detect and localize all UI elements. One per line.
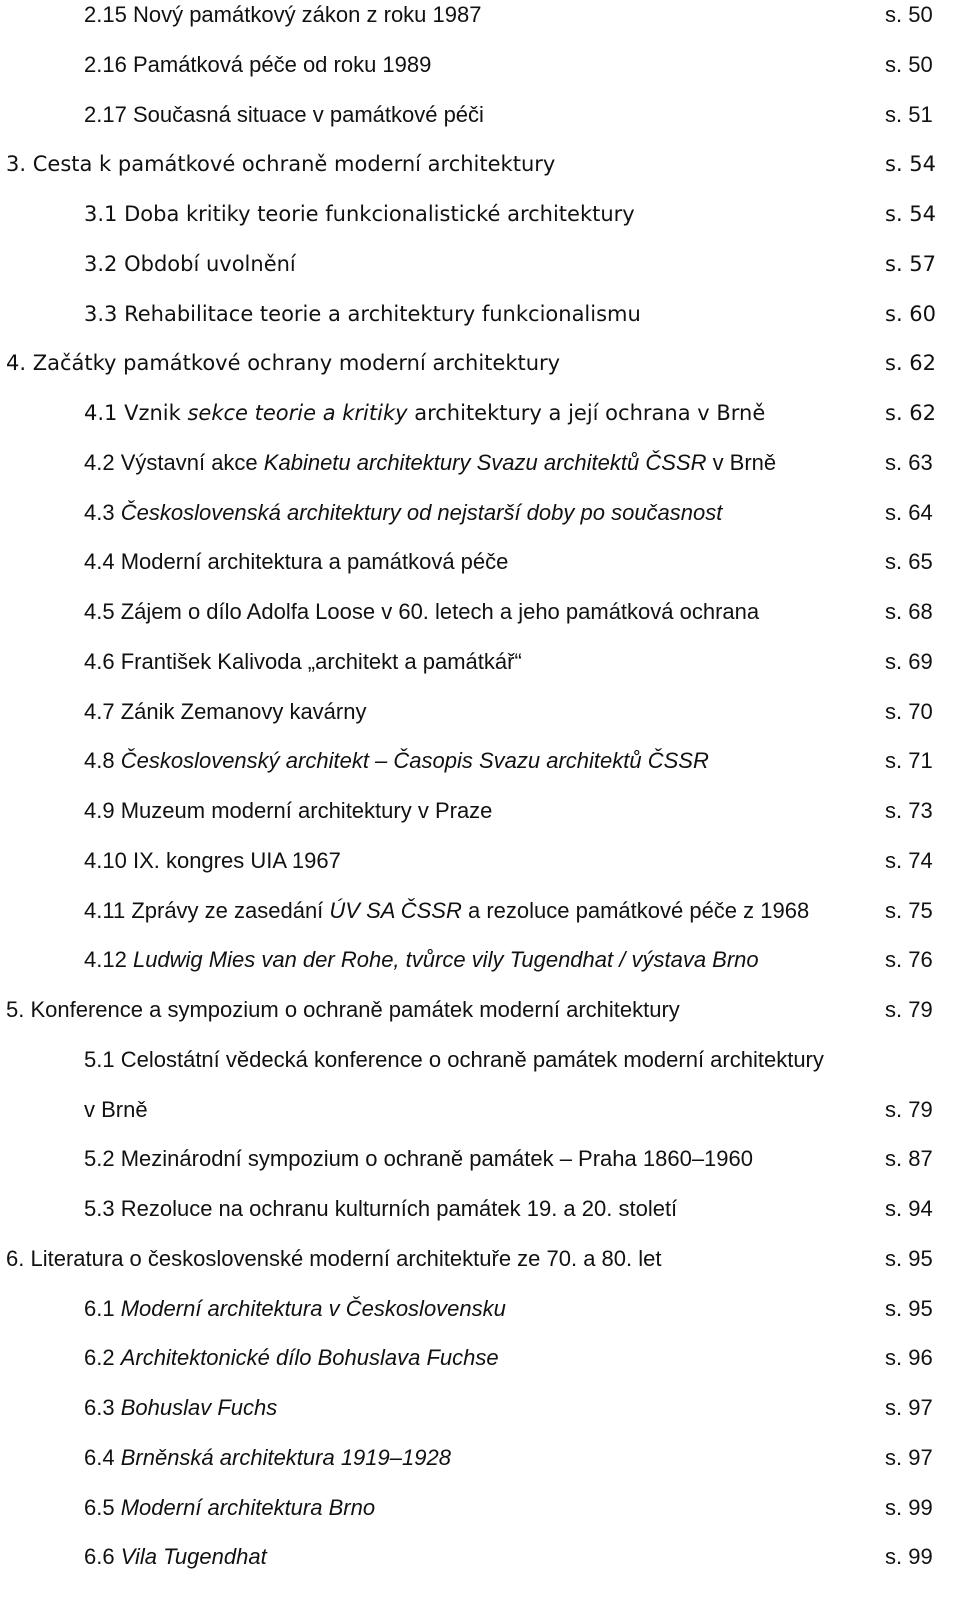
toc-entry-text: Moderní architektura a památková péče xyxy=(120,549,509,575)
toc-entry-title xyxy=(84,1289,506,1329)
toc-entry-title xyxy=(84,194,635,234)
toc-entry-italic-text: Moderní architektura v Československu xyxy=(120,1295,506,1321)
toc-entry-number: 6.2 xyxy=(84,1345,115,1371)
toc-entry-text: Cesta k památkové ochraně moderní architektury xyxy=(32,152,556,177)
toc-section-entry[interactable] xyxy=(0,1040,960,1080)
toc-entry-number: 4.2 xyxy=(84,449,115,475)
toc-entry-number: 4.11 xyxy=(84,897,126,923)
toc-entry-text: architektury a její ochrana v Brně xyxy=(407,401,766,425)
toc-entry-number: 4.9 xyxy=(84,798,115,823)
toc-entry-title xyxy=(84,940,759,980)
toc-entry-text: v Brně xyxy=(706,449,777,475)
toc-page-number: s. 94 xyxy=(885,1196,933,1221)
toc-section-entry[interactable] xyxy=(0,542,960,582)
toc-entry-title xyxy=(84,642,522,682)
toc-page-number: s. 95 xyxy=(885,1295,933,1321)
toc-page-number: s. 79 xyxy=(885,997,933,1022)
toc-entry-text: Rehabilitace teorie a architektury funkcionalismu xyxy=(124,301,641,326)
toc-page-number: s. 97 xyxy=(885,1444,933,1470)
toc-entry-number: 5. xyxy=(6,997,25,1022)
toc-section-entry[interactable] xyxy=(0,45,960,85)
toc-entry-number: 4.1 xyxy=(84,401,118,425)
toc-entry-title xyxy=(84,1438,451,1478)
toc-section-entry[interactable] xyxy=(0,642,960,682)
toc-page-number: s. 50 xyxy=(885,2,933,27)
toc-entry-title xyxy=(84,592,759,632)
toc-section-entry[interactable] xyxy=(0,1438,960,1478)
toc-page-number: s. 63 xyxy=(885,449,933,475)
toc-entry-number: 2.16 xyxy=(84,51,127,77)
toc-entry-number: 6.3 xyxy=(84,1395,115,1420)
toc-entry-italic-text: Vila Tugendhat xyxy=(120,1544,267,1570)
toc-section-entry[interactable] xyxy=(0,741,960,781)
toc-entry-title xyxy=(84,393,765,433)
toc-section-entry[interactable] xyxy=(0,443,960,483)
toc-section-entry[interactable] xyxy=(0,95,960,135)
toc-section-entry[interactable] xyxy=(0,1289,960,1329)
toc-entry-number: 4.8 xyxy=(84,748,115,774)
toc-entry-italic-text: Československá architektury od nejstarší doby po současnost xyxy=(120,499,723,525)
toc-page-number: s. 60 xyxy=(885,301,937,326)
toc-entry-number: 4.5 xyxy=(84,599,115,624)
toc-entry-number: 5.3 xyxy=(84,1196,115,1221)
toc-page-number: s. 71 xyxy=(885,748,933,774)
toc-entry-title xyxy=(84,1139,753,1179)
toc-entry-title xyxy=(84,1189,677,1229)
toc-entry-text: Rezoluce na ochranu kulturních památek 19. a 20. století xyxy=(120,1196,678,1221)
toc-section-entry[interactable] xyxy=(0,244,960,284)
toc-chapter-entry[interactable] xyxy=(0,343,960,383)
toc-entry-title xyxy=(84,891,809,931)
toc-entry-text: IX. kongres UIA 1967 xyxy=(132,847,341,873)
toc-entry-italic-text: Československý architekt – Časopis Svazu architektů ČSSR xyxy=(120,748,709,774)
toc-entry-title xyxy=(6,343,560,383)
toc-section-entry[interactable] xyxy=(0,1488,960,1528)
toc-page-number: s. 65 xyxy=(885,549,933,575)
toc-entry-title xyxy=(84,244,296,284)
toc-entry-text: Začátky památkové ochrany moderní architektury xyxy=(32,351,561,376)
toc-page-number: s. 51 xyxy=(885,101,933,127)
toc-entry-number: 5.1 xyxy=(84,1046,115,1072)
toc-entry-text: Současná situace v památkové péči xyxy=(132,101,484,127)
toc-entry-number: 3.1 xyxy=(84,202,118,226)
toc-entry-text: Vznik xyxy=(124,401,188,425)
toc-page-number: s. 68 xyxy=(885,599,933,624)
toc-section-entry[interactable] xyxy=(0,891,960,931)
toc-entry-italic-text: Brněnská architektura 1919–1928 xyxy=(120,1444,451,1470)
toc-entry-text: v Brně xyxy=(84,1096,148,1122)
toc-entry-number: 3.3 xyxy=(84,301,118,326)
toc-entry-number: 6.6 xyxy=(84,1544,115,1570)
toc-entry-number: 4.6 xyxy=(84,648,115,674)
toc-section-entry[interactable] xyxy=(0,0,960,35)
toc-entry-text: Doba kritiky teorie funkcionalistické architektury xyxy=(124,202,635,226)
toc-entry-text: Konference a sympozium o ochraně památek moderní architektury xyxy=(30,997,680,1022)
toc-entry-title xyxy=(84,542,508,582)
toc-section-entry[interactable] xyxy=(0,1338,960,1378)
toc-entry-number: 6. xyxy=(6,1245,25,1271)
toc-page-number: s. 62 xyxy=(885,351,937,376)
toc-entry-title xyxy=(84,95,484,135)
toc-page-number: s. 54 xyxy=(885,202,937,226)
toc-page-number: s. 54 xyxy=(885,152,937,177)
toc-entry-title xyxy=(84,493,722,533)
toc-entry-title xyxy=(84,1338,499,1378)
toc-entry-number: 4.3 xyxy=(84,499,115,525)
toc-entry-text: Zánik Zemanovy kavárny xyxy=(120,698,367,724)
toc-entry-number: 6.5 xyxy=(84,1494,115,1520)
toc-section-entry[interactable] xyxy=(0,592,960,632)
toc-entry-text: Zájem o dílo Adolfa Loose v 60. letech a jeho památková ochrana xyxy=(120,599,760,624)
toc-entry-text: Mezinárodní sympozium o ochraně památek – Praha 1860–1960 xyxy=(120,1146,753,1172)
toc-entry-number: 4. xyxy=(6,351,27,376)
toc-entry-text: Literatura o československé moderní architektuře ze 70. a 80. let xyxy=(30,1245,662,1271)
toc-entry-title xyxy=(6,1239,662,1279)
toc-entry-title xyxy=(84,692,366,732)
toc-entry-title xyxy=(84,443,776,483)
toc-entry-italic-text: Moderní architektura Brno xyxy=(120,1494,376,1520)
toc-chapter-entry[interactable] xyxy=(0,990,960,1030)
toc-entry-title xyxy=(6,144,555,184)
toc-entry-title xyxy=(84,1090,148,1130)
toc-page-number: s. 73 xyxy=(885,798,933,823)
toc-chapter-entry[interactable] xyxy=(0,144,960,184)
toc-page-number: s. 79 xyxy=(885,1096,933,1122)
toc-entry-text: František Kalivoda „architekt a památkář“ xyxy=(120,648,522,674)
toc-page-number: s. 50 xyxy=(885,51,933,77)
toc-entry-number: 3.2 xyxy=(84,251,118,276)
toc-entry-italic-text: Ludwig Mies van der Rohe, tvůrce vily Tugendhat / výstava Brno xyxy=(132,947,759,973)
toc-section-entry[interactable] xyxy=(0,1090,960,1130)
toc-entry-number: 5.2 xyxy=(84,1146,115,1172)
toc-section-entry[interactable] xyxy=(0,692,960,732)
toc-entry-number: 6.4 xyxy=(84,1444,115,1470)
toc-entry-title xyxy=(84,741,709,781)
toc-entry-text: Celostátní vědecká konference o ochraně památek moderní architektury xyxy=(120,1046,824,1072)
toc-page-number: s. 87 xyxy=(885,1146,933,1172)
toc-section-entry[interactable] xyxy=(0,194,960,234)
toc-entry-italic-text: ÚV SA ČSSR xyxy=(329,897,462,923)
toc-entry-number: 2.17 xyxy=(84,101,127,127)
toc-entry-title xyxy=(84,1537,267,1577)
toc-section-entry[interactable] xyxy=(0,791,960,831)
toc-entry-text: a rezoluce památkové péče z 1968 xyxy=(461,897,810,923)
toc-entry-italic-text: Kabinetu architektury Svazu architektů ČSSR xyxy=(263,449,707,475)
toc-page-number: s. 62 xyxy=(885,401,937,425)
toc-entry-title xyxy=(84,1488,375,1528)
toc-entry-title xyxy=(84,841,341,881)
toc-section-entry[interactable] xyxy=(0,294,960,334)
toc-page-number: s. 99 xyxy=(885,1544,933,1570)
toc-section-entry[interactable] xyxy=(0,940,960,980)
toc-entry-title xyxy=(84,791,492,831)
toc-page-number: s. 64 xyxy=(885,499,933,525)
toc-entry-title xyxy=(84,1040,824,1080)
toc-entry-text: Muzeum moderní architektury v Praze xyxy=(120,798,493,823)
toc-entry-text: Nový památkový zákon z roku 1987 xyxy=(132,2,482,27)
toc-entry-title xyxy=(6,990,680,1030)
toc-page-number: s. 74 xyxy=(885,847,933,873)
toc-page-number: s. 95 xyxy=(885,1245,933,1271)
toc-section-entry[interactable] xyxy=(0,1139,960,1179)
toc-entry-number: 4.10 xyxy=(84,847,127,873)
toc-entry-text: Výstavní akce xyxy=(120,449,264,475)
toc-page-number: s. 76 xyxy=(885,947,933,973)
toc-entry-text: Zprávy ze zasedání xyxy=(131,897,330,923)
toc-page-number: s. 75 xyxy=(885,897,933,923)
toc-entry-text: Období uvolnění xyxy=(124,251,296,276)
toc-page-number: s. 96 xyxy=(885,1345,933,1371)
toc-entry-italic-text: Bohuslav Fuchs xyxy=(120,1395,278,1420)
toc-entry-number: 4.12 xyxy=(84,947,127,973)
toc-entry-number: 4.7 xyxy=(84,698,115,724)
toc-entry-title xyxy=(84,1388,277,1428)
toc-entry-text: Památková péče od roku 1989 xyxy=(132,51,432,77)
toc-page-number: s. 57 xyxy=(885,251,937,276)
toc-section-entry[interactable] xyxy=(0,493,960,533)
toc-entry-number: 4.4 xyxy=(84,549,115,575)
toc-entry-title xyxy=(84,45,431,85)
toc-section-entry[interactable] xyxy=(0,1388,960,1428)
toc-entry-italic-text: sekce teorie a kritiky xyxy=(187,401,408,425)
toc-page-number: s. 70 xyxy=(885,698,933,724)
toc-page-number: s. 69 xyxy=(885,648,933,674)
toc-entry-title xyxy=(84,294,641,334)
toc-entry-number: 6.1 xyxy=(84,1295,115,1321)
toc-entry-italic-text: Architektonické dílo Bohuslava Fuchse xyxy=(120,1345,499,1371)
toc-entry-number: 3. xyxy=(6,152,27,177)
toc-page-number: s. 97 xyxy=(885,1395,933,1420)
toc-chapter-entry[interactable] xyxy=(0,1239,960,1279)
toc-section-entry[interactable] xyxy=(0,393,960,433)
toc-entry-number: 2.15 xyxy=(84,2,127,27)
toc-section-entry[interactable] xyxy=(0,841,960,881)
toc-section-entry[interactable] xyxy=(0,1537,960,1577)
toc-section-entry[interactable] xyxy=(0,1189,960,1229)
toc-entry-title xyxy=(84,0,481,35)
toc-page-number: s. 99 xyxy=(885,1494,933,1520)
